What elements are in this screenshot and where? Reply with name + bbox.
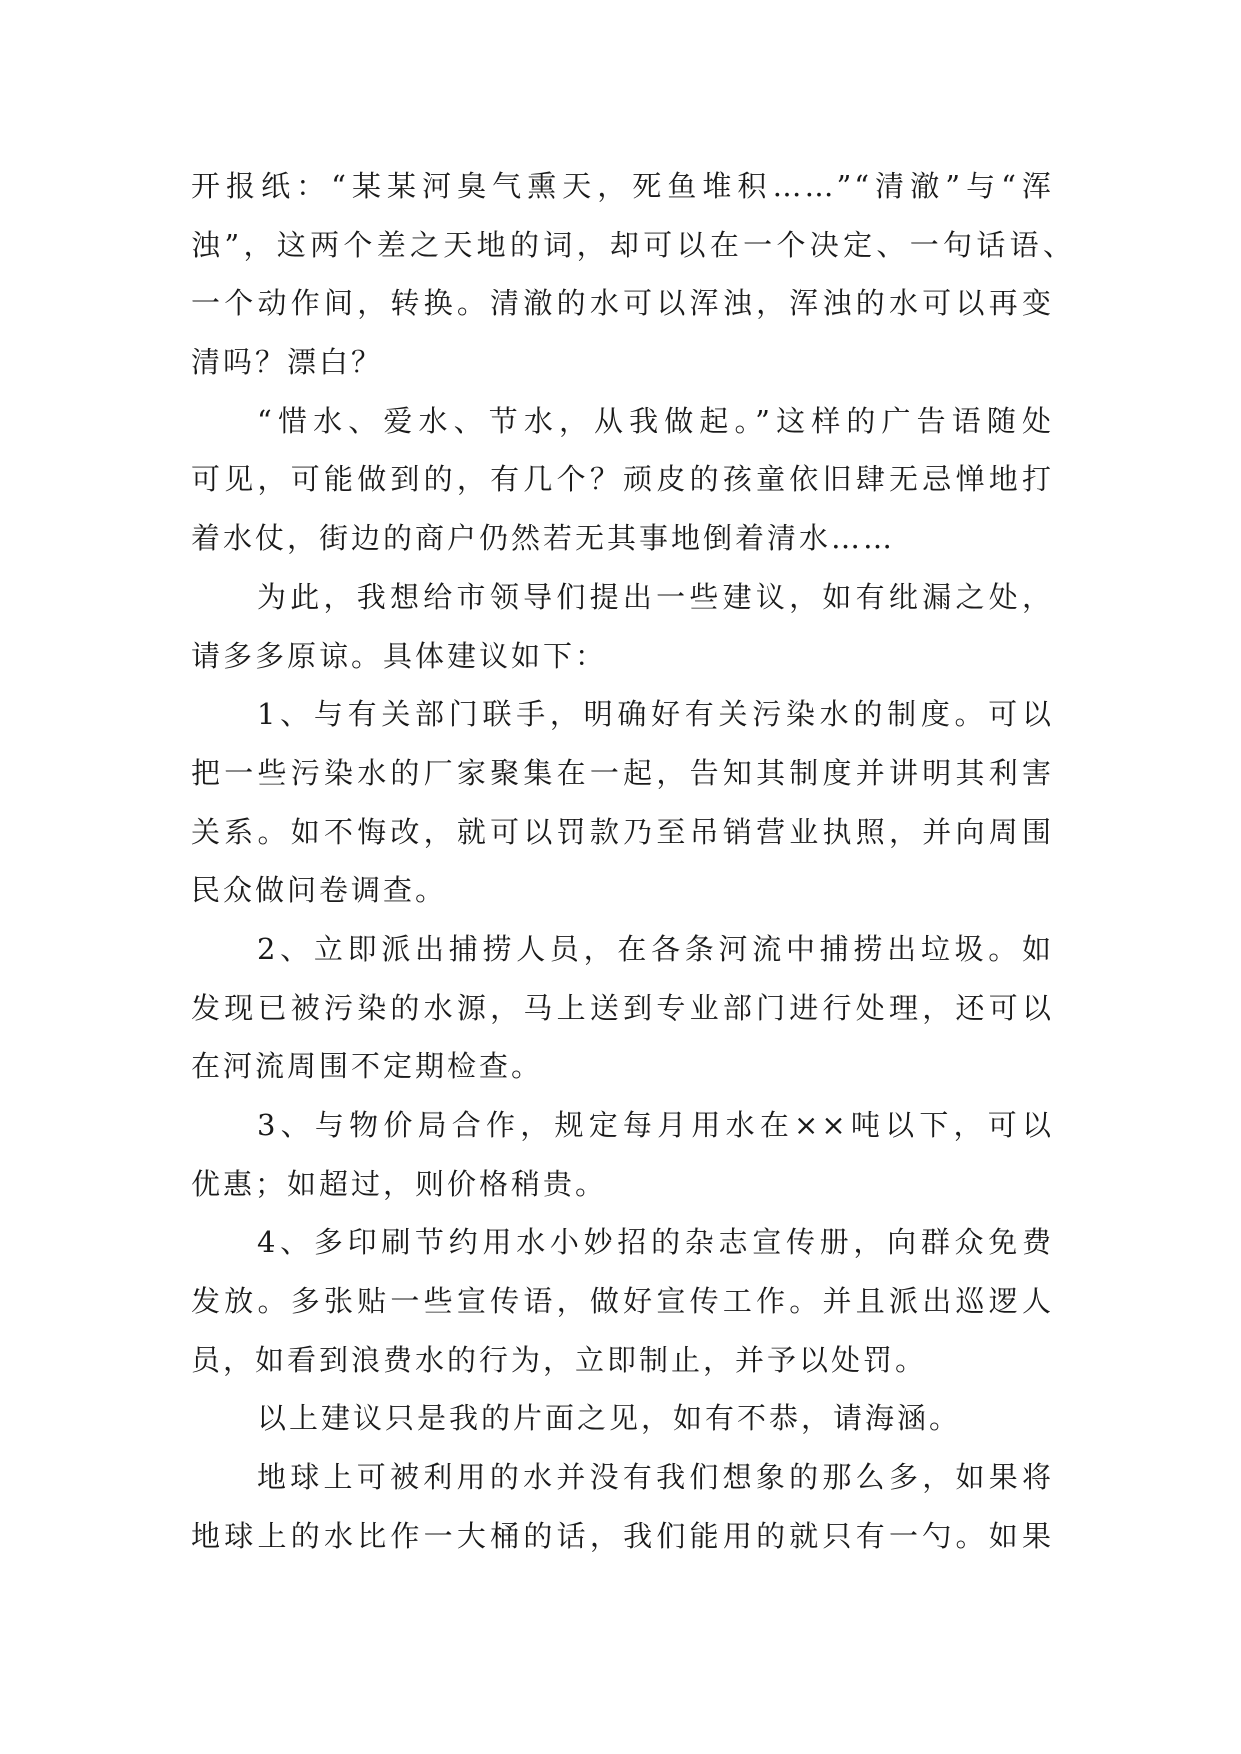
- text-line: 以上建议只是我的片面之见，如有不恭，请海涵。: [257, 1401, 962, 1436]
- document-body: [191, 157, 1074, 1566]
- text-line: 浊”，这两个差之天地的词，却可以在一个决定、一句话语、: [191, 227, 1074, 262]
- text-line: 为此，我想给市领导们提出一些建议，如有纰漏之处，: [257, 579, 1054, 614]
- paragraph: [191, 1389, 1054, 1448]
- text-line: 开报纸：“某某河臭气熏天，死鱼堆积……”“清澈”与“浑: [191, 169, 1054, 203]
- text-line: 优惠；如超过，则价格稍贵。: [191, 1166, 608, 1201]
- text-line: 1、与有关部门联手，明确好有关污染水的制度。可以: [257, 697, 1054, 732]
- paragraph: [191, 685, 1054, 920]
- text-line: 发现已被污染的水源，马上送到专业部门进行处理，还可以: [191, 990, 1054, 1025]
- paragraph: [191, 1213, 1054, 1389]
- text-line: 把一些污染水的厂家聚集在一起，告知其制度并讲明其利害: [191, 755, 1054, 790]
- paragraph: [191, 568, 1054, 685]
- text-line: 请多多原谅。具体建议如下：: [191, 638, 608, 673]
- paragraph: [191, 920, 1054, 1096]
- text-line: 可见，可能做到的，有几个？顽皮的孩童依旧肆无忌惮地打: [191, 462, 1054, 497]
- text-line: 发放。多张贴一些宣传语，做好宣传工作。并且派出巡逻人: [191, 1284, 1054, 1319]
- text-line: 在河流周围不定期检查。: [191, 1049, 544, 1084]
- text-line: “惜水、爱水、节水，从我做起。”这样的广告语随处: [257, 403, 1054, 438]
- text-line: 着水仗，街边的商户仍然若无其事地倒着清水……: [191, 521, 896, 556]
- text-line: 员，如看到浪费水的行为，立即制止，并予以处罚。: [191, 1342, 928, 1377]
- text-line: 地球上的水比作一大桶的话，我们能用的就只有一勺。如果: [191, 1518, 1054, 1553]
- paragraph: [191, 157, 1074, 392]
- text-line: 一个动作间，转换。清澈的水可以浑浊，浑浊的水可以再变: [191, 286, 1054, 321]
- text-line: 2、立即派出捕捞人员，在各条河流中捕捞出垃圾。如: [257, 931, 1054, 966]
- text-line: 地球上可被利用的水并没有我们想象的那么多，如果将: [257, 1460, 1054, 1495]
- text-line: 关系。如不悔改，就可以罚款乃至吊销营业执照，并向周围: [191, 814, 1054, 849]
- text-line: 4、多印刷节约用水小妙招的杂志宣传册，向群众免费: [257, 1225, 1054, 1260]
- text-line: 清吗？漂白？: [191, 345, 384, 380]
- text-line: 民众做问卷调查。: [191, 873, 448, 908]
- text-line: 3、与物价局合作，规定每月用水在××吨以下，可以: [257, 1108, 1054, 1142]
- paragraph: [191, 1448, 1054, 1565]
- paragraph: [191, 392, 1054, 568]
- paragraph: [191, 1096, 1054, 1213]
